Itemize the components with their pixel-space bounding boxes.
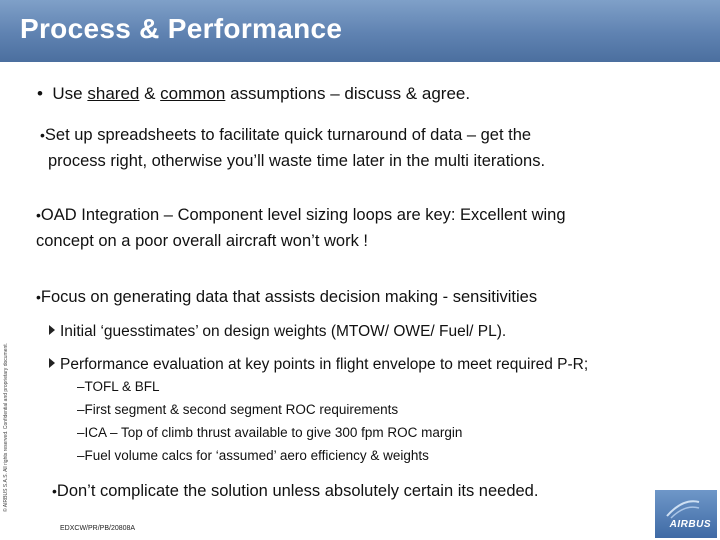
bullet-mark: • xyxy=(40,127,45,143)
title-bar xyxy=(0,0,720,62)
triangle-bullet-icon xyxy=(49,358,55,368)
list-item-fuel-volume: –Fuel volume calcs for ‘assumed’ aero efficiency & weights xyxy=(77,448,429,463)
bullet-oad-integration-cont: concept on a poor overall aircraft won’t work ! xyxy=(36,232,368,250)
bullet-oad-integration: •OAD Integration – Component level sizing loops are key: Excellent wing xyxy=(36,206,566,224)
sub-bullet-guesstimates: Initial ‘guesstimates’ on design weights (MTOW/ OWE/ Fuel/ PL). xyxy=(49,323,506,341)
bullet-spreadsheets-cont: process right, otherwise you’ll waste time later in the multi iterations. xyxy=(48,152,546,170)
airbus-logo xyxy=(655,490,717,538)
bullet-dont-complicate: •Don’t complicate the solution unless absolutely certain its needed. xyxy=(52,482,539,500)
triangle-bullet-icon xyxy=(49,325,55,335)
bullet-mark: • xyxy=(36,207,41,223)
bullet-mark: • xyxy=(52,483,57,499)
bullet-spreadsheets: •Set up spreadsheets to facilitate quick turnaround of data – get the xyxy=(40,126,532,144)
document-reference: EDXCW/PR/PB/20808A xyxy=(60,525,136,532)
list-item-tofl: –TOFL & BFL xyxy=(77,379,160,394)
bullet-mark: • xyxy=(37,84,43,103)
logo-wordmark: AIRBUS xyxy=(669,519,711,530)
list-item-segment-roc: –First segment & second segment ROC requirements xyxy=(77,402,399,417)
swoosh-icon xyxy=(665,496,701,520)
page-title: Process & Performance xyxy=(20,13,343,44)
copyright-note: © AIRBUS S.A.S. All rights reserved. Confidential and proprietary document. xyxy=(3,342,9,512)
sub-bullet-performance: Performance evaluation at key points in flight envelope to meet required P-R; xyxy=(49,356,588,374)
bullet-mark: • xyxy=(36,289,41,305)
list-item-ica: –ICA – Top of climb thrust available to give 300 fpm ROC margin xyxy=(77,425,463,440)
bullet-focus-data: •Focus on generating data that assists decision making - sensitivities xyxy=(36,288,538,306)
bullet-shared-assumptions: • Use shared & common assumptions – discuss & agree. xyxy=(37,84,471,103)
